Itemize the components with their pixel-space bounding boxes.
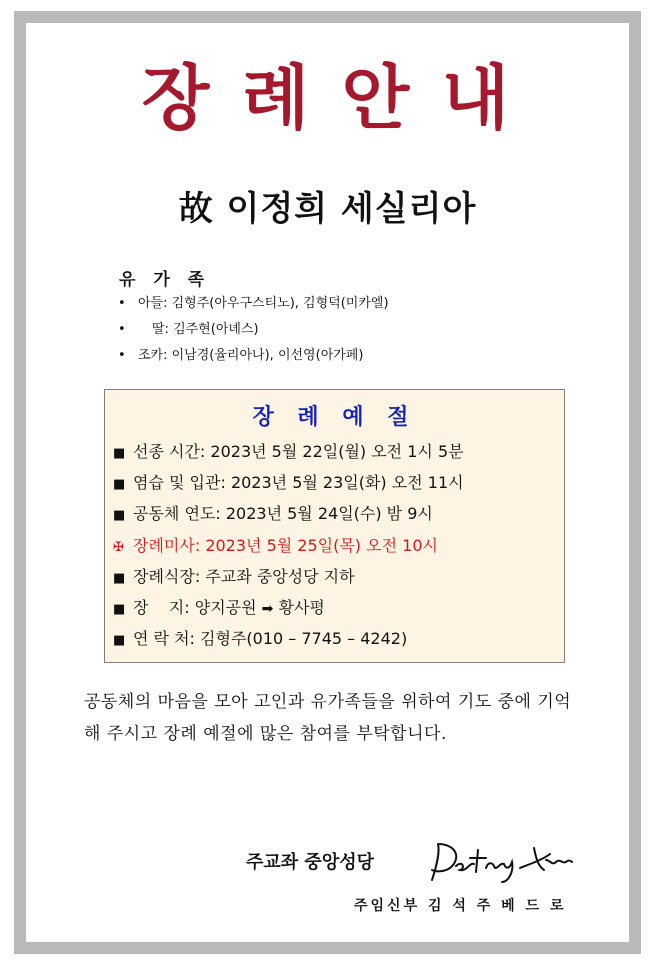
square-bullet-icon: ■	[113, 477, 126, 493]
family-member	[118, 319, 389, 345]
family-member	[118, 345, 389, 371]
family-member-text: 아들: 김형주(아우구스티노), 김형덕(미카엘)	[138, 296, 389, 311]
schedule-value: 황사평	[278, 597, 325, 617]
schedule-value: 2023년 5월 23일(화) 오전 11시	[230, 473, 464, 493]
schedule-value: 양지공원	[194, 597, 257, 617]
schedule-item-burial	[113, 596, 464, 627]
schedule-item-venue	[113, 565, 464, 596]
schedule-label: 연 락 처:	[133, 629, 195, 649]
schedule-item-encoffining	[113, 471, 464, 502]
church-name: 주교좌 중앙성당	[246, 852, 374, 873]
schedule-label: 장 지:	[133, 597, 190, 617]
priest-name: 주임신부 김 석 주 베 드 로	[354, 898, 567, 914]
funeral-schedule-box	[104, 389, 565, 663]
schedule-item-funeral-mass	[113, 534, 464, 565]
schedule-value: 주교좌 중앙성당 지하	[205, 566, 355, 586]
schedule-item-death-time	[113, 440, 464, 471]
schedule-item-prayer	[113, 502, 464, 533]
schedule-item-contact	[113, 627, 464, 658]
deceased-name: 故 이정희 세실리아	[178, 189, 477, 229]
schedule-value: 2023년 5월 22일(월) 오전 1시 5분	[210, 442, 464, 461]
family-member	[118, 293, 389, 319]
arrow-right-icon: ➡	[261, 600, 274, 617]
schedule-list	[113, 440, 464, 658]
schedule-label: 장례식장:	[133, 566, 201, 586]
schedule-label: 선종 시간:	[133, 442, 206, 461]
schedule-label: 장례미사:	[133, 535, 201, 555]
family-member-text: 딸: 김주현(아녜스)	[152, 322, 259, 337]
family-member-text: 조카: 이남경(율리아나), 이선영(아가페)	[138, 348, 364, 363]
square-bullet-icon: ■	[113, 601, 126, 617]
square-bullet-icon: ■	[113, 508, 126, 524]
schedule-value: 2023년 5월 25일(목) 오전 10시	[205, 535, 438, 555]
priest-signature	[426, 838, 576, 888]
bullet-icon: •	[118, 296, 126, 311]
schedule-value: 2023년 5월 24일(수) 밤 9시	[225, 504, 433, 524]
schedule-heading: 장 례 예 절	[252, 405, 417, 430]
notice-title: 장 례 안 내	[141, 57, 514, 139]
schedule-value: 김형주(010 – 7745 – 4242)	[200, 629, 408, 649]
square-bullet-icon: ■	[113, 446, 126, 461]
schedule-label: 염습 및 입관:	[133, 473, 226, 493]
closing-message: 공동체의 마음을 모아 고인과 유가족들을 위하여 기도 중에 기억해 주시고 장례 예절에 많은 참여를 부탁합니다.	[84, 692, 572, 744]
family-heading: 유 가 족	[119, 270, 211, 290]
cross-icon: ✠	[113, 539, 124, 555]
bullet-icon: •	[118, 322, 126, 337]
family-list	[118, 293, 389, 371]
square-bullet-icon: ■	[113, 633, 126, 649]
schedule-label: 공동체 연도:	[133, 504, 221, 524]
square-bullet-icon: ■	[113, 570, 126, 586]
bullet-icon: •	[118, 348, 126, 363]
